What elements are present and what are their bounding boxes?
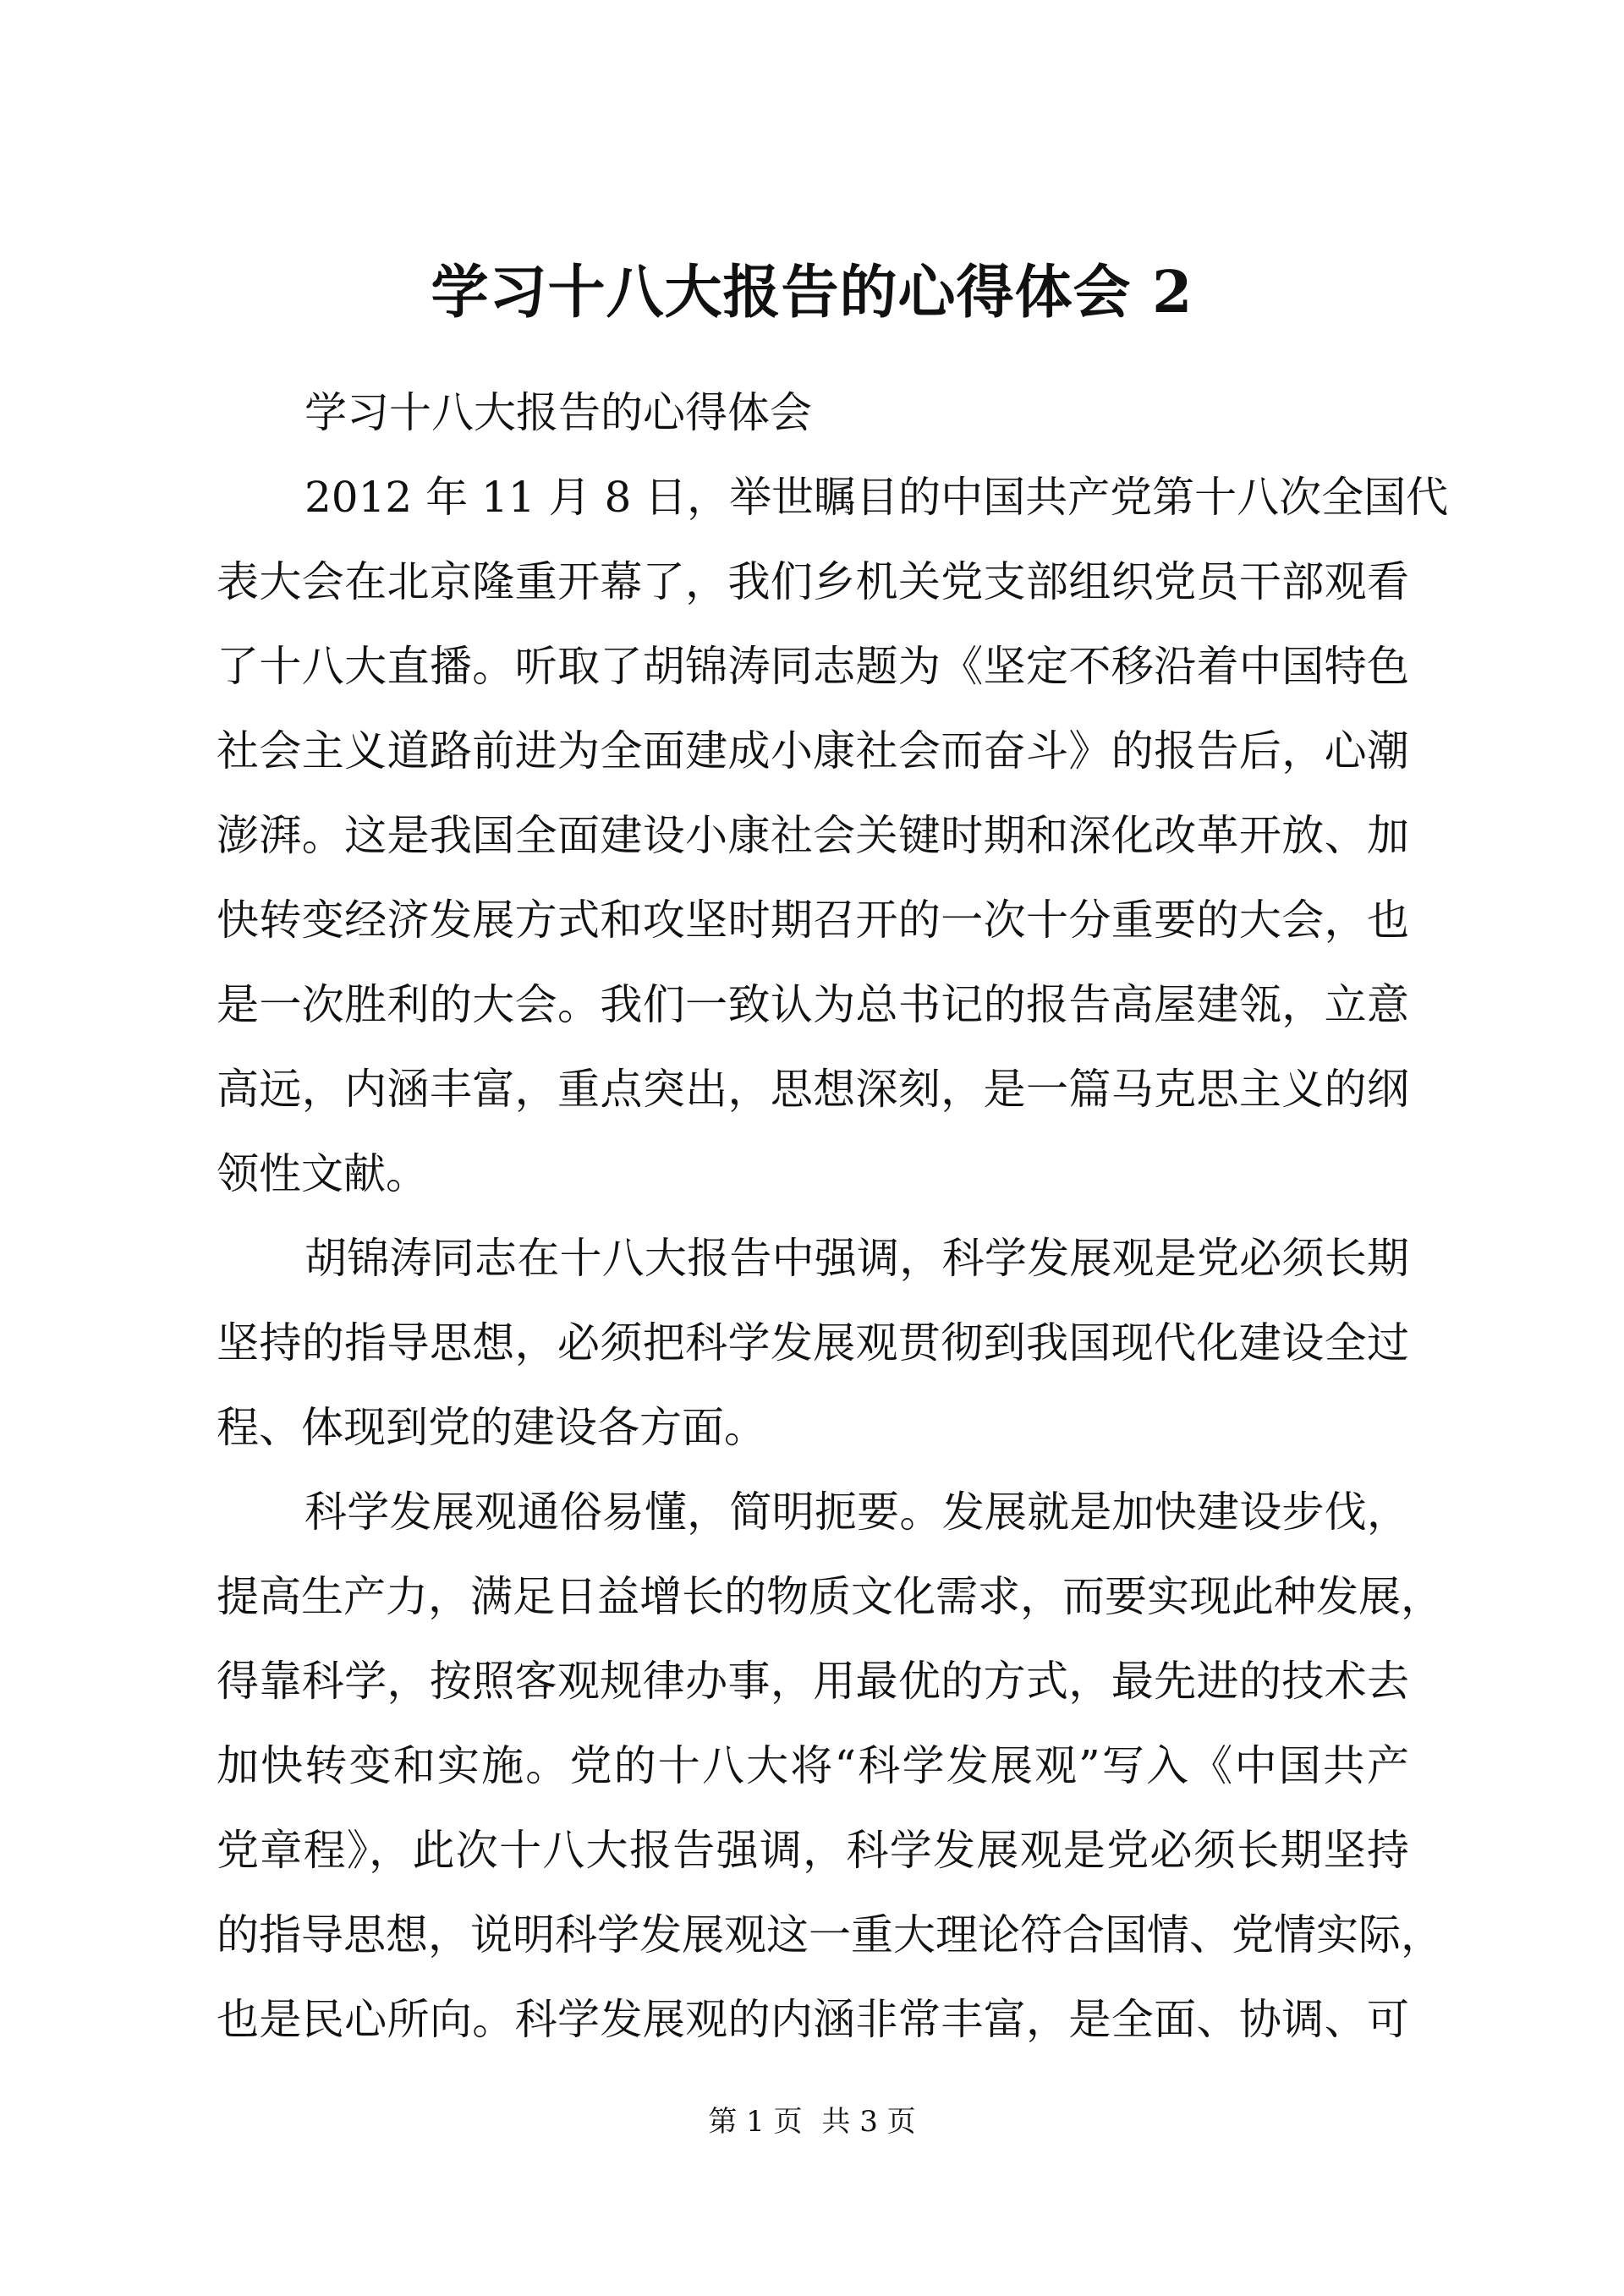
body-line: 了十八大直播。听取了胡锦涛同志题为《坚定不移沿着中国特色 <box>217 642 1409 691</box>
body-line: 得靠科学，按照客观规律办事，用最优的方式，最先进的技术去 <box>217 1657 1409 1706</box>
page-number: 第 1 页 <box>708 2105 803 2139</box>
body-line: 的指导思想，说明科学发展观这一重大理论符合国情、党情实际， <box>217 1910 1443 1959</box>
body-line: 科学发展观通俗易懂，简明扼要。发展就是加快建设步伐， <box>304 1488 1409 1537</box>
body-line: 是一次胜利的大会。我们一致认为总书记的报告高屋建瓴，立意 <box>217 980 1409 1029</box>
body-line: 也是民心所向。科学发展观的内涵非常丰富，是全面、协调、可 <box>217 1995 1409 2044</box>
page-footer <box>0 2101 1624 2143</box>
body-line: 社会主义道路前进为全面建成小康社会而奋斗》的报告后，心潮 <box>217 726 1409 775</box>
body-line: 加快转变和实施。党的十八大将“科学发展观”写入《中国共产 <box>217 1741 1409 1790</box>
page-total: 共 3 页 <box>821 2105 916 2139</box>
body-line: 程、体现到党的建设各方面。 <box>217 1403 766 1452</box>
document-title: 学习十八大报告的心得体会 2 <box>431 259 1193 326</box>
body-line: 提高生产力，满足日益增长的物质文化需求，而要实现此种发展， <box>217 1572 1443 1621</box>
body-line: 党章程》，此次十八大报告强调，科学发展观是党必须长期坚持 <box>217 1826 1409 1875</box>
body-line: 快转变经济发展方式和攻坚时期召开的一次十分重要的大会，也 <box>217 896 1409 945</box>
body-line: 坚持的指导思想，必须把科学发展观贯彻到我国现代化建设全过 <box>217 1318 1409 1367</box>
body-line: 澎湃。这是我国全面建设小康社会关键时期和深化改革开放、加 <box>217 811 1409 860</box>
body-line-subtitle: 学习十八大报告的心得体会 <box>304 388 812 437</box>
body-line: 表大会在北京隆重开幕了，我们乡机关党支部组织党员干部观看 <box>217 557 1409 606</box>
document-body <box>217 370 1449 2062</box>
body-line: 2012 年 11 月 8 日，举世瞩目的中国共产党第十八次全国代 <box>304 473 1449 522</box>
body-line: 高远，内涵丰富，重点突出，思想深刻，是一篇马克思主义的纲 <box>217 1065 1409 1114</box>
body-line: 领性文献。 <box>217 1149 428 1198</box>
body-line: 胡锦涛同志在十八大报告中强调，科学发展观是党必须长期 <box>304 1234 1409 1283</box>
